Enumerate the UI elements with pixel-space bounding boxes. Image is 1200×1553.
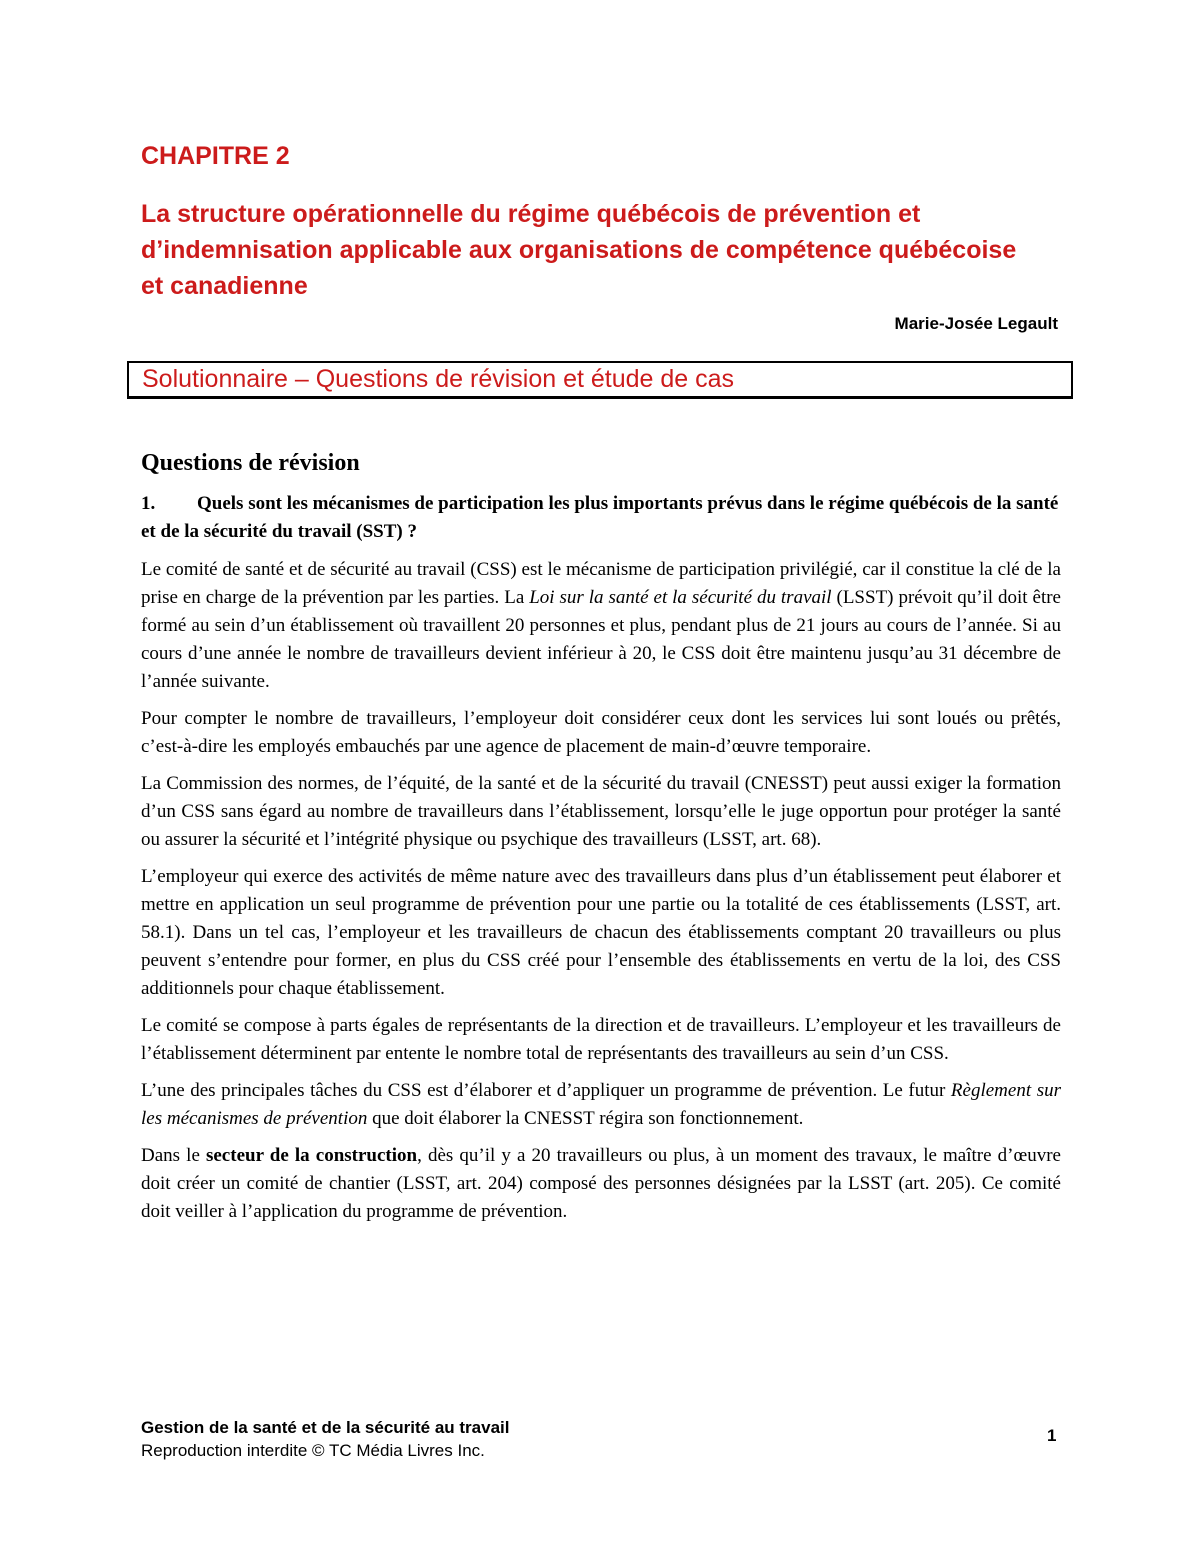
regulation-title: Règlement sur les mécanismes de prévention: [141, 1080, 1061, 1129]
law-title: Loi sur la santé et la sécurité du travail: [529, 587, 832, 608]
paragraph-1: [141, 556, 1061, 696]
chapter-label: CHAPITRE 2: [141, 142, 290, 170]
paragraph-6: [141, 1077, 1061, 1133]
footer-rights: Reproduction interdite © TC Média Livres Inc.: [141, 1441, 485, 1460]
paragraph-6-text-b: que doit élaborer la CNESST régira son fonctionnement.: [367, 1108, 804, 1129]
page-number: 1: [1047, 1426, 1057, 1445]
question-1: [141, 490, 1061, 546]
chapter-title: La structure opérationnelle du régime québécois de prévention et d’indemnisation applicable aux organisations de compétence québécoise et canadienne: [141, 200, 1017, 300]
paragraph-5: Le comité se compose à parts égales de représentants de la direction et de travailleurs. L’employeur et les travailleurs de l’établissement déterminent par entente le nombre total de représentants des travailleurs au sein d’un CSS.: [141, 1015, 1061, 1064]
paragraph-7-text-b: , dès qu’il y a 20 travailleurs ou plus, à un moment des travaux, le maître d’œuvre doit créer un comité de chantier (LSST, art. 204) composé des personnes désignées par la LSST (art. 205). Ce comité doit veiller à l’application du programme de prévention.: [141, 1145, 1061, 1222]
question-text: Quels sont les mécanismes de participation les plus importants prévus dans le régime québécois de la santé et de la sécurité du travail (SST) ?: [141, 493, 1059, 542]
question-number: 1.: [141, 493, 156, 514]
section-heading: Questions de révision: [141, 450, 360, 476]
paragraph-7: [141, 1142, 1061, 1226]
paragraph-6-text-a: L’une des principales tâches du CSS est d’élaborer et d’appliquer un programme de prévention. Le futur: [141, 1080, 951, 1101]
solution-box: [127, 361, 1073, 399]
paragraph-1-text-a: Le comité de santé et de sécurité au travail (CSS) est le mécanisme de participation privilégié, car il constitue la clé de la prise en charge de la prévention par les parties. La: [141, 559, 1061, 608]
paragraph-1-text-b: (LSST) prévoit qu’il doit être formé au sein d’un établissement où travaillent 20 personnes et plus, pendant plus de 21 jours au cours de l’année. Si au cours d’une année le nombre de travailleurs devient inférieur à 20, le CSS doit être maintenu jusqu’au 31 décembre de l’année suivante.: [141, 587, 1061, 692]
construction-sector-term: secteur de la construction: [205, 1145, 418, 1166]
paragraph-3: La Commission des normes, de l’équité, de la santé et de la sécurité du travail (CNESST) peut aussi exiger la formation d’un CSS sans égard au nombre de travailleurs dans l’établissement, lorsqu’elle le juge opportun pour protéger la santé ou assurer la sécurité et l’intégrité physique ou psychique des travailleurs (LSST, art. 68).: [141, 773, 1061, 850]
answer-body: [141, 556, 1061, 1226]
paragraph-2: Pour compter le nombre de travailleurs, l’employeur doit considérer ceux dont les services lui sont loués ou prêtés, c’est-à-dire les employés embauchés par une agence de placement de main-d’œuvre temporaire.: [141, 708, 1061, 757]
paragraph-4: L’employeur qui exerce des activités de même nature avec des travailleurs dans plus d’un établissement peut élaborer et mettre en application un seul programme de prévention pour une partie ou la totalité de ces établissements (LSST, art. 58.1). Dans un tel cas, l’employeur et les travailleurs de chacun des établissements comptant 20 travailleurs ou plus peuvent s’entendre pour former, en plus du CSS créé pour l’ensemble des établissements en vertu de la loi, des CSS additionnels pour chaque établissement.: [141, 866, 1061, 999]
footer-book-title: Gestion de la santé et de la sécurité au travail: [141, 1418, 510, 1437]
solution-box-label: Solutionnaire – Questions de révision et étude de cas: [142, 365, 735, 393]
author-name: Marie-Josée Legault: [894, 314, 1058, 333]
paragraph-7-text-a: Dans le: [141, 1145, 206, 1166]
